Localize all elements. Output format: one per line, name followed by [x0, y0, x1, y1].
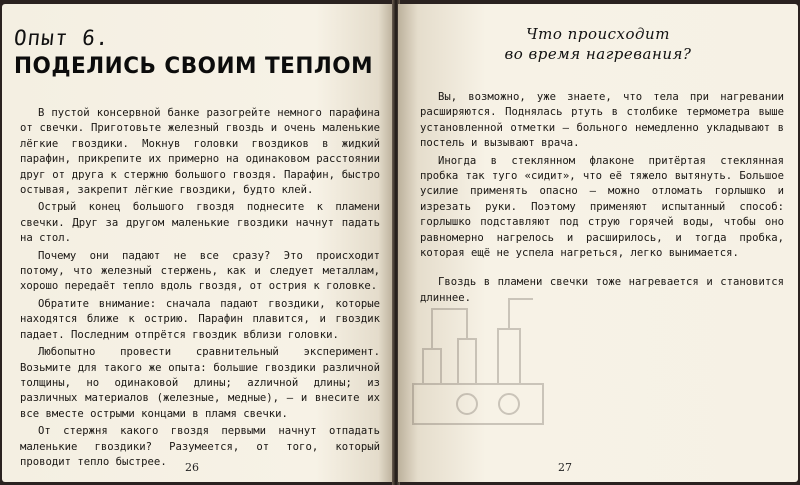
paragraph: Обратите внимание: сначала падают гвоздики, которые находятся ближе к острию. Парафин плавится, и гвоздик падает. Последним отпрётся гвоздик вблизи головки.	[20, 297, 380, 341]
section-heading-line: во время нагревания?	[504, 45, 692, 63]
page-number-right: 27	[558, 461, 572, 474]
paragraph: Почему они падают не все сразу? Это происходит потому, что железный стержень, как и следует металлам, хорошо передаёт тепло вдоль гвоздя, от острия к головке.	[20, 249, 380, 293]
paragraph: Вы, возможно, уже знаете, что тела при нагревании расширяются. Поднялась ртуть в столбике термометра выше установленной отметки — больного немедленно укладывают в постель и вызывают врача.	[420, 91, 784, 150]
left-page	[2, 4, 394, 482]
left-body-text	[20, 106, 380, 472]
page-number-left: 26	[185, 461, 199, 474]
paragraph: В пустой консервной банке разогрейте немного парафина от свечки. Приготовьте железный гвоздь и очень маленькие лёгкие гвоздики. Мокнув головки гвоздиков в жидкий парафин, прикрепите их примерно на одинаковом расстоянии друг от друга к стержню большого гвоздя. Парафин, быстро остывая, закрепит лёгкие гвоздики, будто клей.	[20, 107, 380, 197]
paragraph: Острый конец большого гвоздя поднесите к пламени свечки. Друг за другом маленькие гвоздики начнут падать на стол.	[20, 201, 380, 245]
paragraph: Иногда в стеклянном флаконе притёртая стеклянная пробка так туго «сидит», что её тяжело вытянуть. Большое усилие применять опасно — можно отломать горлышко и изрезать руки. Поэтому применяют испытанный способ: горлышко подставляют под струю горячей воды, чтобы оно равномерно нагрелось и расширилось, и тогда пробка, которая ещё не успела нагреться, легко вынимается.	[420, 154, 784, 260]
experiment-title: ПОДЕЛИСЬ СВОИМ ТЕПЛОМ	[14, 54, 374, 79]
section-heading-line: Что происходит	[526, 25, 670, 43]
paragraph: От стержня какого гвоздя первыми начнут отпадать маленькие гвоздики? Разумеется, от того, который проводит тепло быстрее.	[20, 425, 380, 468]
right-page	[398, 4, 798, 482]
experiment-label: Опыт 6.	[12, 26, 111, 50]
paragraph: Любопытно провести сравнительный эксперимент. Возьмите для такого же опыта: большие гвоздики различной толщины, но одинаковой длины; azличной длины; из различных материалов (железные, медные), — и внесите их все вместе острыми концами в пламя свечки.	[20, 346, 380, 420]
flask-apparatus-sketch-icon	[403, 289, 553, 434]
section-heading	[448, 24, 748, 64]
right-body-text	[420, 90, 784, 308]
paragraph: Гвоздь в пламени свечки тоже нагревается и становится длиннее.	[420, 276, 784, 304]
